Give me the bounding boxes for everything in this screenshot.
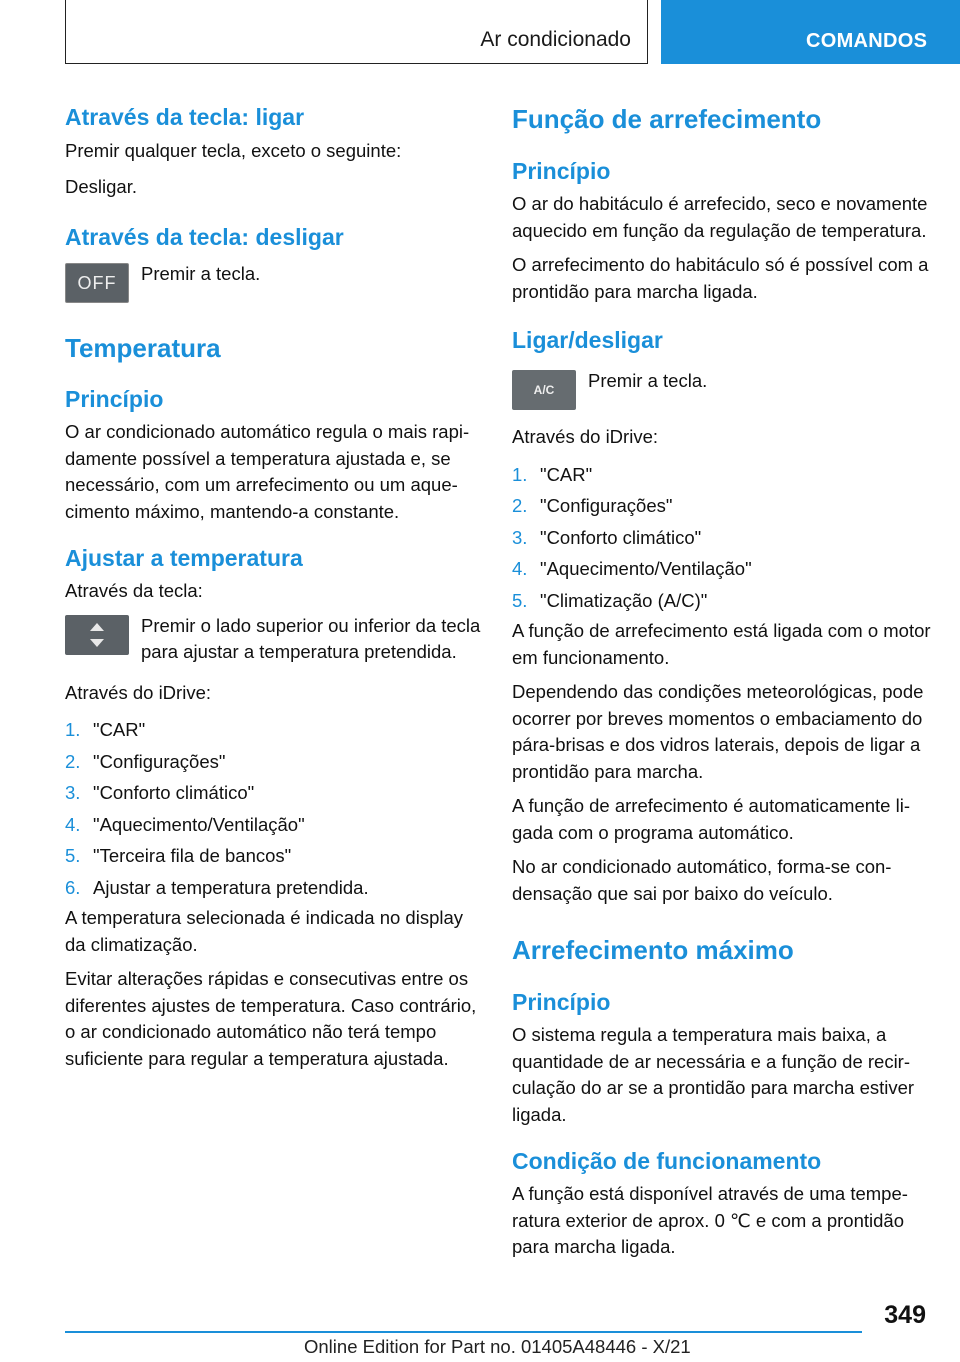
list-item: [65, 872, 483, 904]
step-text: "Conforto climático": [540, 526, 702, 548]
off-text: Premir a tecla.: [141, 263, 261, 284]
heading-off-by-key: Através da tecla: desligar: [65, 224, 344, 250]
heading-max-principle: Princípio: [512, 989, 611, 1015]
arrow-up-icon: [90, 623, 104, 631]
list-item: [65, 840, 483, 872]
after-text-1: A função de arrefecimento está ligada com o motor em funcionamento.: [512, 620, 931, 668]
principle-text-2: O arrefecimento do habitáculo só é possível com a prontidão para marcha ligada.: [512, 254, 929, 302]
heading-operating-condition: Condição de funcionamento: [512, 1148, 822, 1174]
off-key-icon: [65, 263, 129, 303]
step-number: 1.: [512, 463, 528, 485]
list-item: [65, 714, 483, 746]
step-text: "Aquecimento/Ventilação": [540, 558, 752, 579]
heading-principle: Princípio: [65, 386, 164, 412]
list-item: [512, 522, 932, 554]
list-item: [65, 746, 483, 778]
off-key-label: OFF: [77, 272, 117, 293]
on-text-2: Desligar.: [65, 175, 137, 197]
ac-key-label: A/C: [533, 383, 555, 397]
adjust-text-2: Premir o lado superior ou inferior da tecla para ajustar a temperatura pretendida.: [141, 614, 481, 662]
step-number: 3.: [65, 782, 81, 803]
left-column: [65, 100, 483, 1072]
list-item: [512, 553, 932, 585]
footer-divider: [65, 1331, 862, 1333]
heading-max-cooling: Arrefecimento máximo: [512, 935, 794, 965]
right-column: [512, 100, 932, 1261]
step-text: "Configurações": [540, 495, 673, 516]
step-text: Ajustar a temperatura pretendida.: [93, 876, 369, 898]
list-item: [512, 585, 932, 617]
page-number: 349: [884, 1301, 926, 1329]
step-number: 1.: [65, 719, 81, 740]
arrow-down-icon: [90, 639, 104, 647]
step-number: 6.: [65, 876, 81, 898]
left-steps-list: [65, 714, 483, 903]
idrive-text: Através do iDrive:: [512, 426, 658, 447]
section-title: Ar condicionado: [480, 28, 631, 51]
step-number: 4.: [512, 558, 528, 579]
temperature-rocker-icon: [65, 615, 129, 655]
principle-text-1: O ar do habitáculo é arrefecido, seco e novamente aquecido em função da regulação de temperatura.: [512, 193, 928, 241]
max-principle-text: O sistema regula a temperatura mais baixa, a quantidade de ar necessária e a função de recirculação do ar se a prontidão para marcha estiver ligada.: [512, 1024, 915, 1125]
heading-adjust-temperature: Ajustar a temperatura: [65, 545, 303, 571]
list-item: [512, 490, 932, 522]
step-text: "CAR": [540, 463, 593, 485]
ac-key-icon: [512, 370, 576, 410]
step-number: 5.: [65, 845, 81, 866]
principle-text: O ar condicionado automático regula o mais rapidamente possível a temperatura ajustada e, se necessário, com um arrefecimento ou um aquecimento máximo, mantendo-a constante.: [65, 421, 470, 522]
after-text-1: A temperatura selecionada é indicada no display da climatização.: [65, 907, 464, 955]
heading-cooling-function: Função de arrefecimento: [512, 104, 822, 134]
step-number: 5.: [512, 589, 528, 611]
condition-text: A função está disponível através de uma temperatura exterior de aprox. 0 ℃ e com a prontidão para marcha ligada.: [512, 1183, 908, 1257]
on-text-1: Premir qualquer tecla, exceto o seguinte:: [65, 140, 402, 161]
list-item: [65, 777, 483, 809]
right-steps-list: [512, 459, 932, 617]
adjust-text-1: Através da tecla:: [65, 580, 203, 601]
step-number: 2.: [65, 750, 81, 772]
after-text-3: A função de arrefecimento é automaticamente ligada com o programa automático.: [512, 795, 910, 843]
step-text: "CAR": [93, 719, 146, 740]
after-text-2: Evitar alterações rápidas e consecutivas entre os diferentes ajustes de temperatura. Caso contrário, o ar condicionado automático não terá tempo suficiente para regular a temperatura ajustada.: [65, 968, 477, 1069]
after-text-2: Dependendo das condições meteorológicas, pode ocorrer por breves momentos o embaciamento do pára-brisas e dos vidros laterais, depois de ligar a prontidão para marcha.: [512, 681, 924, 782]
edition-note: Online Edition for Part no. 01405A48446 - X/21: [304, 1336, 691, 1357]
step-number: 3.: [512, 526, 528, 548]
heading-temperature: Temperatura: [65, 333, 221, 363]
list-item: [65, 809, 483, 841]
step-text: "Configurações": [93, 750, 226, 772]
heading-on-off: Ligar/desligar: [512, 327, 663, 353]
step-number: 2.: [512, 495, 528, 516]
heading-on-by-key: Através da tecla: ligar: [65, 104, 305, 130]
idrive-text: Através do iDrive:: [65, 681, 211, 703]
step-text: "Climatização (A/C)": [540, 589, 708, 611]
step-text: "Terceira fila de bancos": [93, 845, 292, 866]
chapter-tab[interactable]: COMANDOS: [661, 0, 960, 64]
list-item: [512, 459, 932, 491]
onoff-text: Premir a tecla.: [588, 370, 708, 391]
step-text: "Conforto climático": [93, 782, 255, 803]
after-text-4: No ar condicionado automático, forma-se condensação que sai por baixo do veículo.: [512, 856, 892, 904]
heading-principle: Princípio: [512, 158, 611, 184]
header-frame: [65, 0, 648, 64]
step-number: 4.: [65, 813, 81, 835]
step-text: "Aquecimento/Ventilação": [93, 813, 305, 835]
